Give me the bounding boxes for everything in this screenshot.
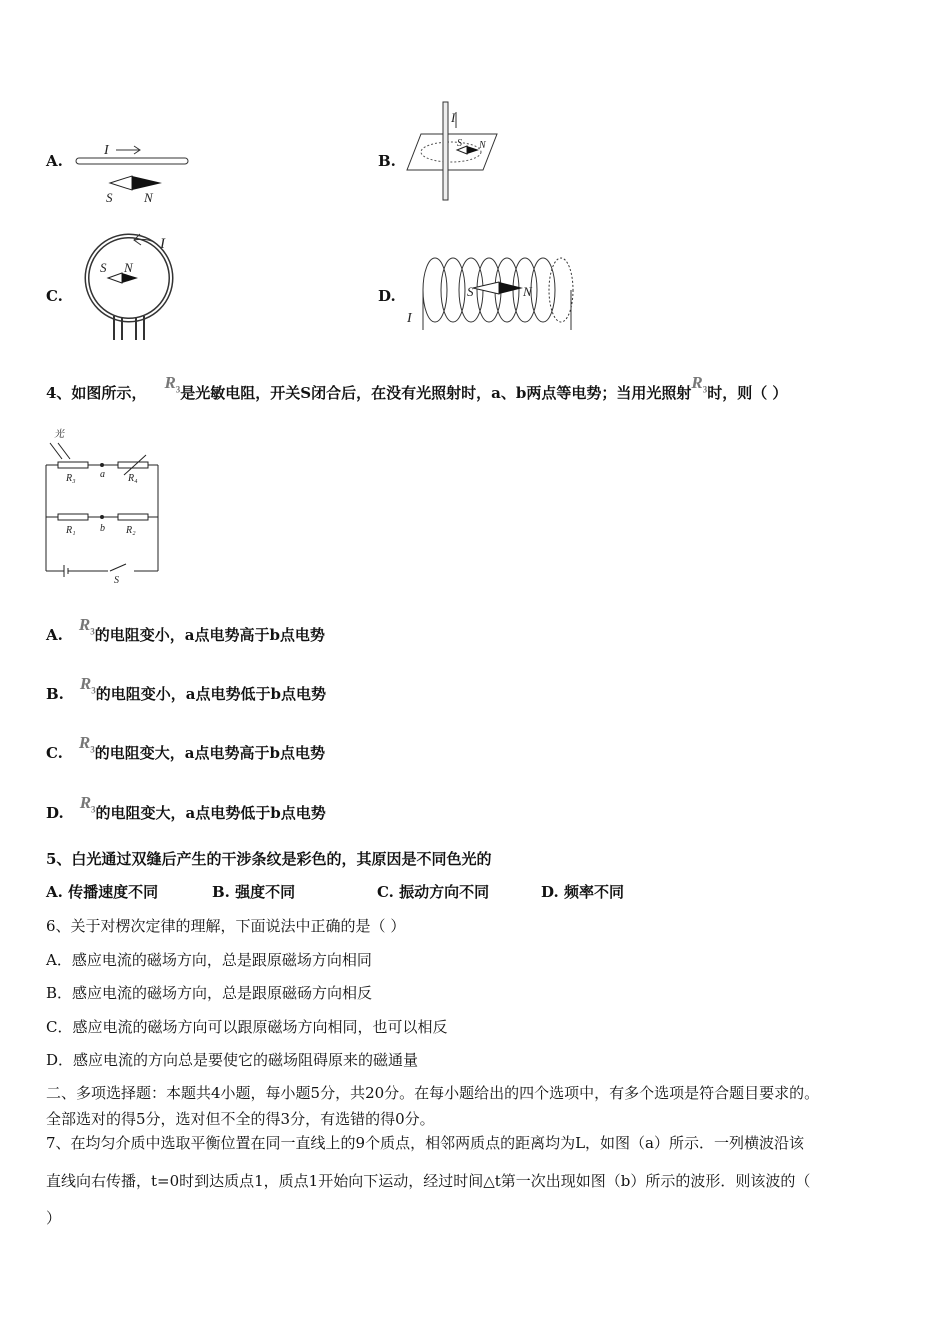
q3-option-a-label[interactable]: A. <box>46 152 63 170</box>
section-2-scoring: 全部选对的得5分，选对但不全的得3分，有选错的得0分。 <box>46 1110 435 1128</box>
question-7-line-2: 直线向右传播，t=0时到达质点1，质点1开始向下运动，经过时间△t第一次出现如图（b）所示的波形．则该波的（ <box>46 1172 811 1190</box>
svg-text:I: I <box>160 236 165 252</box>
svg-text:I: I <box>451 110 456 125</box>
svg-text:N: N <box>144 190 153 205</box>
q4-circuit-diagram <box>40 425 165 585</box>
svg-text:S: S <box>467 284 474 299</box>
question-7-line-1: 7、在均匀介质中选取平衡位置在同一直线上的9个质点，相邻两质点的距离均为L，如图（a）所示．一列横波沿该 <box>46 1134 804 1152</box>
q4-mid: 是光敏电阻，开关S闭合后，在没有光照射时，a、b两点等电势；当用光照射 <box>180 384 692 402</box>
q3-option-b-figure <box>405 100 500 205</box>
q4-option-d[interactable]: $D.R_3$的电阻变大，a点电势低于b点电势 <box>46 793 326 822</box>
q5-option-c[interactable]: C. 振动方向不同 <box>377 883 490 901</box>
section-2-heading: 二、多项选择题：本题共4小题，每小题5分，共20分。在每小题给出的四个选项中，有多个选项是符合题目要求的。 <box>46 1084 820 1102</box>
question-6-stem: 6、关于对楞次定律的理解，下面说法中正确的是（ ） <box>46 917 406 935</box>
svg-text:N: N <box>124 260 133 275</box>
q3-option-d-figure <box>405 250 575 340</box>
r3-symbol: $R_3$ <box>691 373 708 395</box>
question-4-stem <box>46 373 788 404</box>
q5-option-a[interactable]: A. 传播速度不同 <box>46 883 159 901</box>
q6-option-d[interactable]: D．感应电流的方向总是要使它的磁场阻碍原来的磁通量 <box>46 1051 419 1069</box>
svg-text:光: 光 <box>54 429 64 440</box>
svg-text:a: a <box>100 469 105 480</box>
question-7-line-3: ） <box>46 1209 62 1227</box>
q4-prefix: 4、如图所示， <box>46 384 147 402</box>
q3-option-c-label[interactable]: C. <box>46 287 63 305</box>
question-5-stem: 5、白光通过双缝后产生的干涉条纹是彩色的，其原因是不同色光的 <box>46 850 492 868</box>
svg-text:N: N <box>479 140 486 151</box>
svg-text:S: S <box>114 575 119 586</box>
q6-option-c[interactable]: C．感应电流的磁场方向可以跟原磁场方向相同，也可以相反 <box>46 1018 448 1036</box>
svg-text:S: S <box>106 190 113 205</box>
svg-text:S: S <box>457 138 462 149</box>
q6-option-a[interactable]: A．感应电流的磁场方向，总是跟原磁场方向相同 <box>46 951 372 969</box>
svg-text:I: I <box>407 311 412 326</box>
svg-text:R₄: R₄ <box>128 473 138 484</box>
q3-option-d-label[interactable]: D. <box>378 287 396 305</box>
svg-text:N: N <box>523 284 532 299</box>
q4-option-b[interactable]: $B.R_3$的电阻变小，a点电势低于b点电势 <box>46 674 326 703</box>
svg-text:R₁: R₁ <box>66 525 76 536</box>
q3-option-b-label[interactable]: B. <box>378 152 396 170</box>
svg-text:I: I <box>104 143 109 158</box>
q5-option-d[interactable]: D. 频率不同 <box>541 883 624 901</box>
svg-text:b: b <box>100 523 105 534</box>
svg-text:S: S <box>100 260 107 275</box>
q4-suffix: 时，则（ ） <box>707 384 788 402</box>
q3-option-c-figure <box>74 228 184 343</box>
svg-text:R₂: R₂ <box>126 525 136 536</box>
q3-option-a-figure <box>70 140 200 210</box>
svg-text:R₃: R₃ <box>66 473 76 484</box>
q4-option-c[interactable]: $C.R_3$的电阻变大，a点电势高于b点电势 <box>46 733 325 762</box>
r3-symbol: $R_3$ <box>164 373 181 395</box>
q4-option-a[interactable]: $A.R_3$的电阻变小，a点电势高于b点电势 <box>46 615 325 644</box>
q5-option-b[interactable]: B. 强度不同 <box>212 883 296 901</box>
q6-option-b[interactable]: B．感应电流的磁场方向，总是跟原磁砀方向相反 <box>46 984 373 1002</box>
